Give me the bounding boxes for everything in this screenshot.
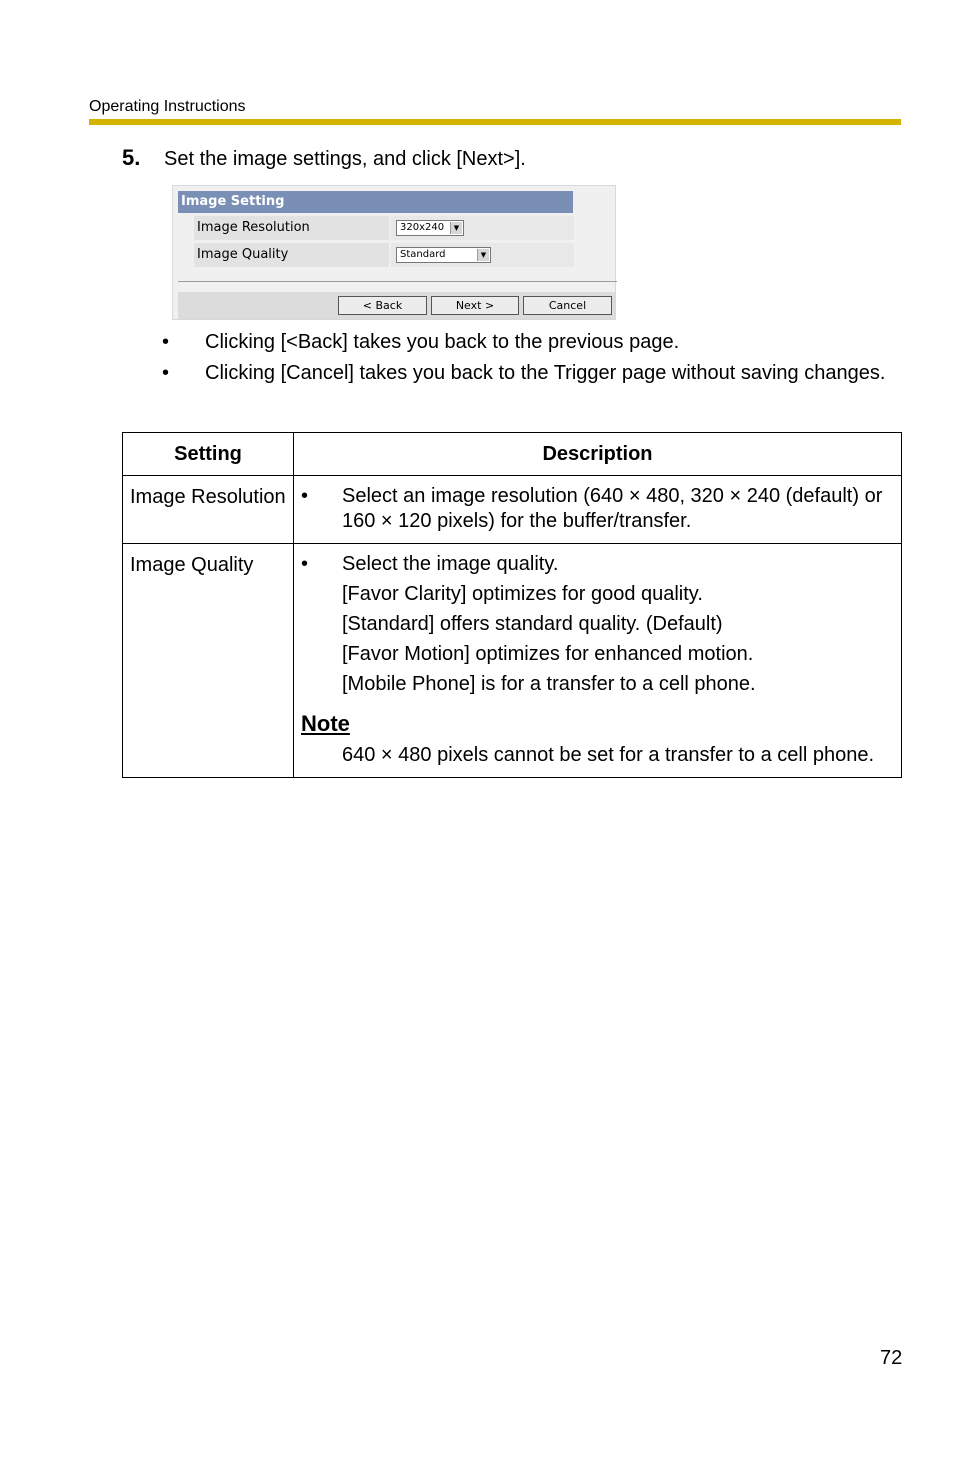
cancel-button[interactable]: Cancel <box>523 296 612 315</box>
note-heading: Note <box>301 711 350 736</box>
description-bullet <box>301 552 893 577</box>
description-cell <box>294 476 902 544</box>
image-resolution-row <box>194 216 574 240</box>
panel-divider <box>178 281 617 282</box>
column-header-setting: Setting <box>123 433 294 476</box>
bullet-icon: • <box>162 362 170 384</box>
settings-table <box>122 432 902 778</box>
image-resolution-value: 320x240 <box>400 222 445 233</box>
quality-option-line: [Favor Clarity] optimizes for good quality. <box>342 583 703 605</box>
image-quality-select[interactable] <box>396 247 491 263</box>
page-number: 72 <box>880 1347 903 1369</box>
image-resolution-label: Image Resolution <box>194 216 389 240</box>
quality-option-line: [Standard] offers standard quality. (Default) <box>342 613 723 635</box>
image-quality-label: Image Quality <box>194 243 389 267</box>
bullet-icon: • <box>301 553 309 575</box>
note-text: 640 × 480 pixels cannot be set for a transfer to a cell phone. <box>342 744 875 766</box>
column-header-description: Description <box>294 433 902 476</box>
bullet-text: Clicking [<Back] takes you back to the previous page. <box>205 331 680 353</box>
table-row <box>123 476 902 544</box>
bullet-list <box>160 329 900 391</box>
chevron-down-icon: ▼ <box>477 249 489 261</box>
button-bar <box>178 292 615 319</box>
step-instruction: Set the image settings, and click [Next>]. <box>164 148 526 170</box>
panel-title: Image Setting <box>178 191 573 213</box>
description-cell <box>294 544 902 778</box>
setting-cell: Image Quality <box>123 544 294 778</box>
header-rule <box>89 119 901 125</box>
image-setting-screenshot <box>172 185 616 320</box>
description-bullet <box>301 484 893 534</box>
chevron-down-icon: ▼ <box>450 222 462 234</box>
description-text: Select the image quality. <box>342 553 559 575</box>
bullet-icon: • <box>162 331 170 353</box>
bullet-item <box>160 329 900 355</box>
quality-option-line: [Favor Motion] optimizes for enhanced motion. <box>342 643 754 665</box>
table-row <box>123 544 902 778</box>
setting-cell: Image Resolution <box>123 476 294 544</box>
back-button[interactable]: < Back <box>338 296 427 315</box>
image-quality-row <box>194 243 574 267</box>
image-resolution-cell <box>391 216 574 240</box>
image-quality-value: Standard <box>400 249 446 260</box>
next-button[interactable]: Next > <box>431 296 519 315</box>
step-number: 5. <box>122 145 141 170</box>
description-text: Select an image resolution (640 × 480, 320 × 240 (default) or 160 × 120 pixels) for the buffer/transfer. <box>342 485 883 532</box>
bullet-text: Clicking [Cancel] takes you back to the Trigger page without saving changes. <box>205 362 886 384</box>
quality-option-line: [Mobile Phone] is for a transfer to a cell phone. <box>342 673 756 695</box>
image-resolution-select[interactable] <box>396 220 464 236</box>
bullet-item <box>160 360 900 386</box>
table-header-row <box>123 433 902 476</box>
image-quality-cell <box>391 243 574 267</box>
bullet-icon: • <box>301 485 309 507</box>
running-header: Operating Instructions <box>89 98 246 115</box>
